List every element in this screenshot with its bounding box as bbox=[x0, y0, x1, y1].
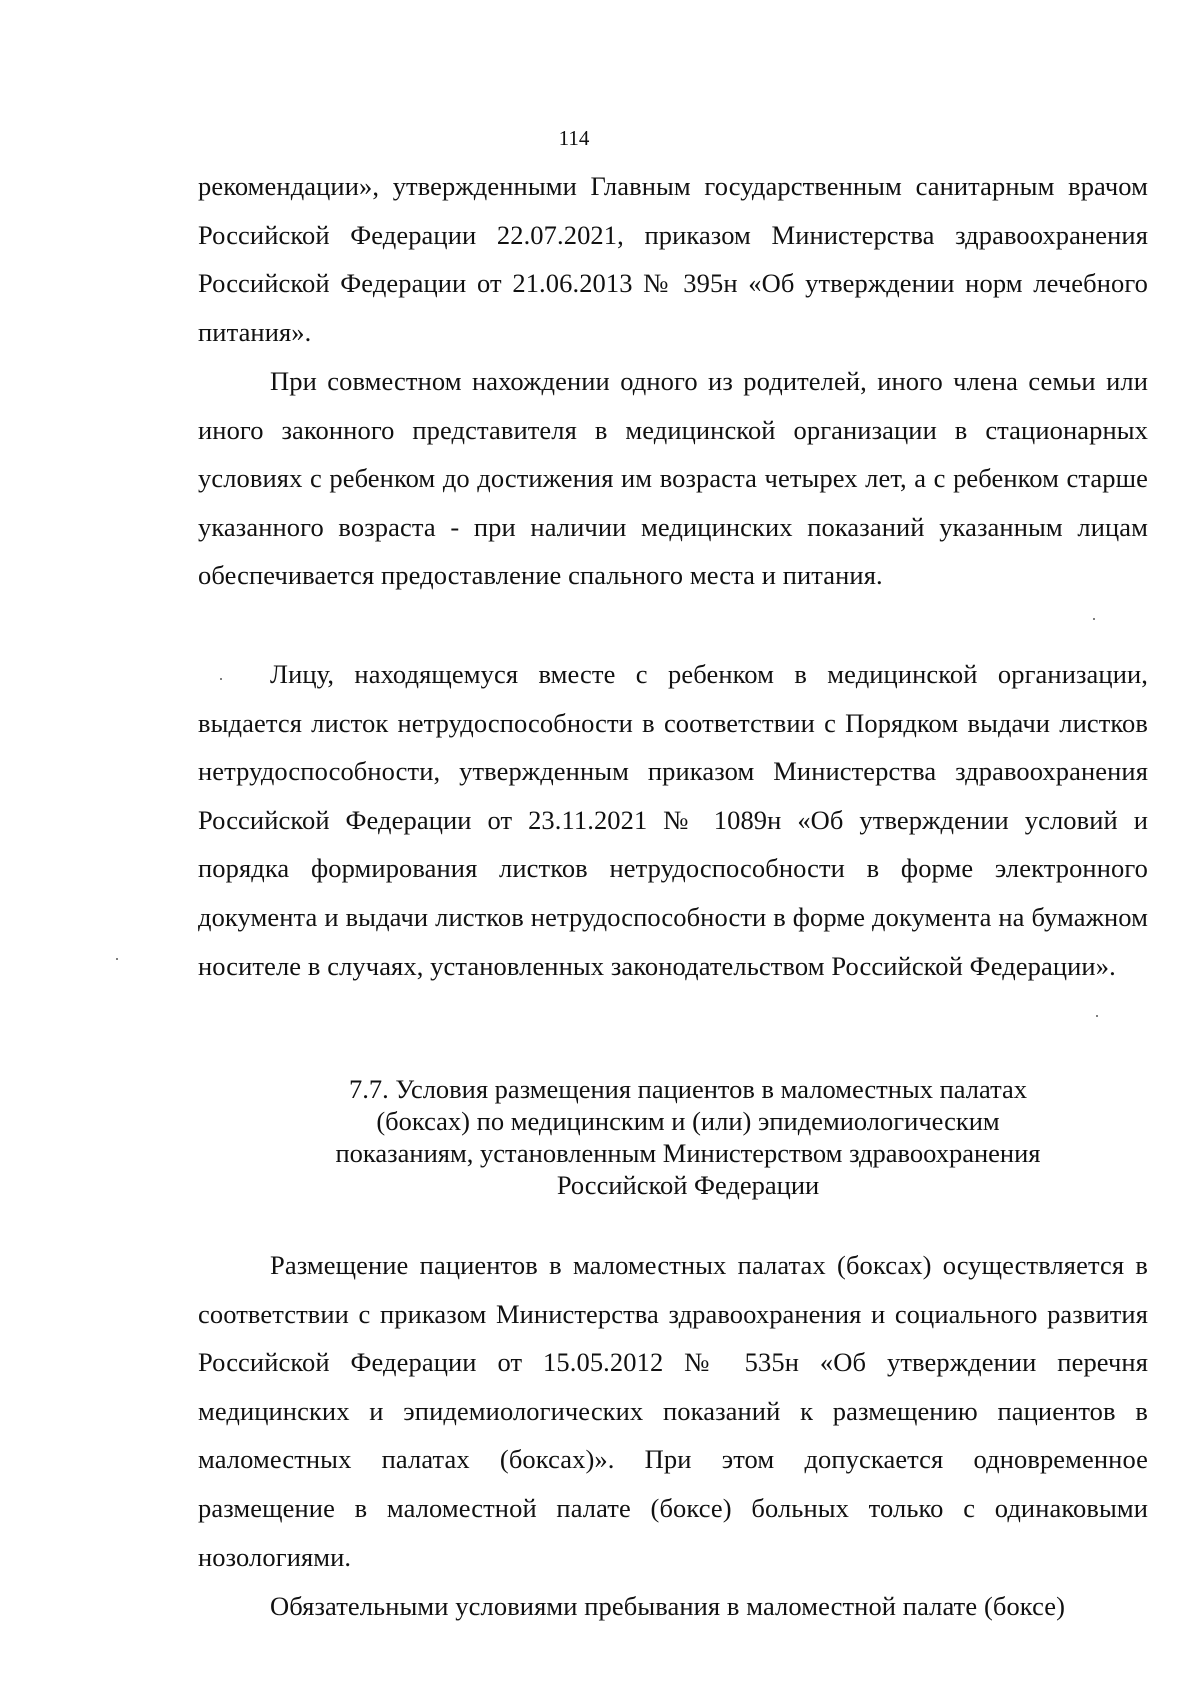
scan-speck bbox=[116, 958, 118, 960]
scan-speck bbox=[1093, 618, 1095, 620]
heading-line-1: 7.7. Условия размещения пациентов в маломестных палатах bbox=[348, 1074, 1028, 1104]
paragraph-sick-leave: Лицу, находящемуся вместе с ребенком в медицинской организации, выдается листок нетрудоспособности в соответствии с Порядком выдачи листков нетрудоспособности, утвержденным приказом Министерства здравоохранения Российской Федерации от 23.11.2021 № 1089н «Об утверждении условий и порядка формирования листков нетрудоспособности в форме электронного документа и выдачи листков нетрудоспособности в форме документа на бумажном носителе в случаях, установленных законодательством Российской Федерации». bbox=[198, 659, 1148, 981]
heading-line-2: (боксах) по медицинским и (или) эпидемиологическим bbox=[376, 1106, 1000, 1136]
scan-speck bbox=[1096, 1015, 1098, 1017]
heading-line-3: показаниям, установленным Министерством здравоохранения bbox=[335, 1138, 1041, 1168]
section-heading-7-7 bbox=[308, 1073, 1068, 1201]
heading-line-4: Российской Федерации bbox=[556, 1170, 820, 1200]
paragraph-small-wards: Размещение пациентов в маломестных палатах (боксах) осуществляется в соответствии с приказом Министерства здравоохранения и социального развития Российской Федерации от 15.05.2012 № 535н «Об утверждении перечня медицинских и эпидемиологических показаний к размещению пациентов в маломестных палатах (боксах)». При этом допускается одновременное размещение в маломестной палате (боксе) больных только с одинаковыми нозологиями. bbox=[198, 1250, 1148, 1572]
page-number: 114 bbox=[558, 126, 590, 150]
paragraph-ward-conditions: Обязательными условиями пребывания в маломестной палате (боксе) bbox=[270, 1591, 1066, 1621]
paragraph-diet-norms: рекомендации», утвержденными Главным государственным санитарным врачом Российской Федерации 22.07.2021, приказом Министерства здравоохранения Российской Федерации от 21.06.2013 № 395н «Об утверждении норм лечебного питания». bbox=[198, 171, 1148, 347]
paragraph-parent-stay: При совместном нахождении одного из родителей, иного члена семьи или иного законного представителя в медицинской организации в стационарных условиях с ребенком до достижения им возраста четырех лет, а с ребенком старше указанного возраста - при наличии медицинских показаний указанным лицам обеспечивается предоставление спального места и питания. bbox=[198, 366, 1148, 591]
scan-speck bbox=[220, 678, 222, 680]
